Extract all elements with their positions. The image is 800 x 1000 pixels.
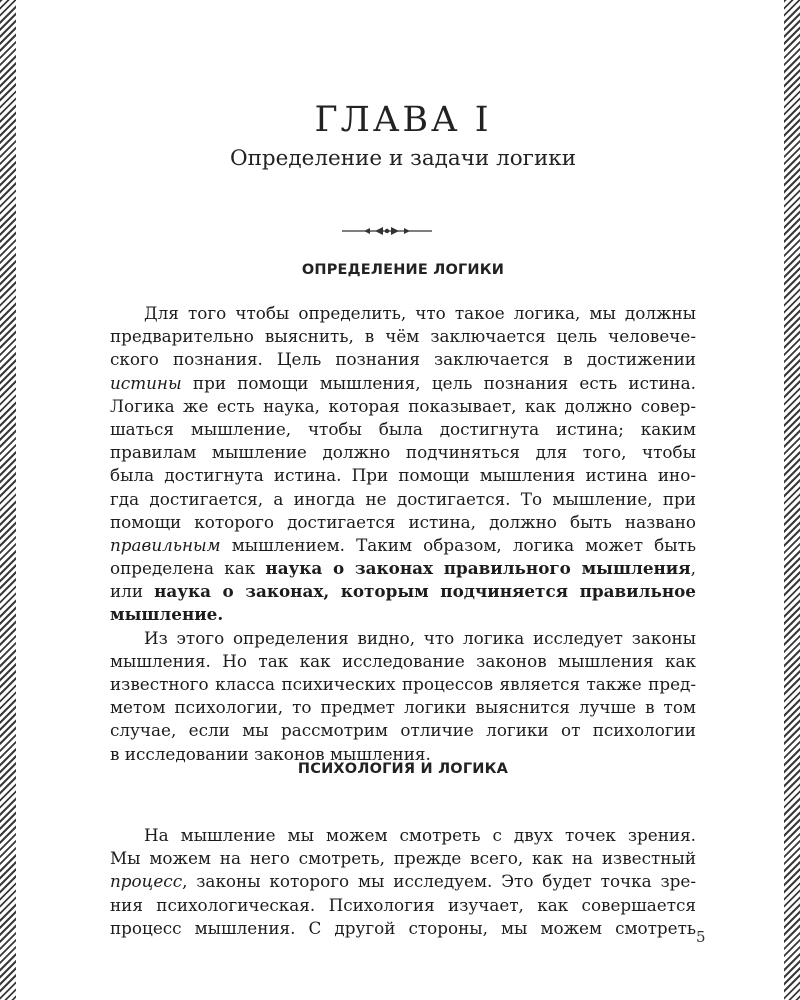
chapter-title: ГЛАВА I bbox=[314, 100, 492, 140]
italic-text: процесс bbox=[110, 871, 183, 892]
text-segment: гда достигается, а иногда не достигается. То мышление, при bbox=[110, 488, 696, 509]
text-segment: , bbox=[690, 558, 696, 579]
chapter-subtitle: Определение и задачи логики bbox=[229, 146, 577, 171]
text-segment: предварительно выяснить, в чём заключается цель человече- bbox=[110, 326, 696, 347]
text-segment: ского познания. Цель познания заключается в достижении bbox=[110, 349, 696, 370]
text-segment: шаться мышление, чтобы была достигнута истина; каким bbox=[110, 418, 696, 439]
text-segment: случае, если мы рассмотрим отличие логики от психологии bbox=[110, 720, 696, 741]
text-line bbox=[110, 534, 696, 557]
italic-text: правильным bbox=[110, 534, 221, 555]
text-segment: мышления. Но так как исследование законов мышления как bbox=[110, 650, 696, 671]
text-segment: Мы можем на него смотреть, прежде всего, как на известный bbox=[110, 848, 696, 869]
text-line bbox=[110, 372, 696, 395]
text-segment: Логика же есть наука, которая показывает, как должно совер- bbox=[110, 395, 696, 416]
text-line bbox=[110, 580, 696, 603]
text-line bbox=[110, 325, 696, 348]
text-segment: процесс мышления. С другой стороны, мы можем смотреть bbox=[110, 917, 696, 938]
text-line bbox=[110, 650, 696, 673]
paragraph-definition bbox=[110, 302, 696, 766]
text-line bbox=[110, 603, 696, 626]
text-line bbox=[110, 302, 696, 325]
text-segment: Из этого определения видно, что логика исследует законы bbox=[144, 627, 696, 648]
text-line bbox=[110, 511, 696, 534]
text-segment: в исследовании законов мышления. bbox=[110, 743, 431, 764]
ornament-divider-icon bbox=[342, 221, 432, 241]
section-heading-definition: ОПРЕДЕЛЕНИЕ ЛОГИКИ bbox=[301, 262, 505, 278]
text-line bbox=[110, 870, 696, 893]
bold-text: наука о законах правильного мышления bbox=[265, 558, 691, 579]
text-line bbox=[110, 441, 696, 464]
text-segment: Для того чтобы определить, что такое логика, мы должны bbox=[144, 303, 696, 323]
text-line bbox=[110, 847, 696, 870]
text-line bbox=[110, 719, 696, 742]
right-decorative-border bbox=[784, 0, 800, 1000]
text-segment: метом психологии, то предмет логики выяснится лучше в том bbox=[110, 697, 696, 718]
text-line bbox=[110, 824, 696, 847]
text-line bbox=[110, 917, 696, 940]
text-line bbox=[110, 464, 696, 487]
text-line bbox=[110, 673, 696, 696]
text-segment: помощи которого достигается истина, должно быть названо bbox=[110, 511, 696, 532]
text-line bbox=[110, 696, 696, 719]
text-segment: была достигнута истина. При помощи мышления истина ино- bbox=[110, 465, 696, 486]
text-line bbox=[110, 395, 696, 418]
text-segment: , законы которого мы исследуем. Это будет точка зре- bbox=[182, 871, 696, 892]
text-segment: при помощи мышления, цель познания есть истина. bbox=[181, 372, 696, 393]
text-segment: мышлением. Таким образом, логика может быть bbox=[220, 534, 696, 555]
text-segment: ния психологическая. Психология изучает, как совершается bbox=[110, 894, 696, 915]
bold-text: мышление. bbox=[110, 604, 224, 625]
text-line bbox=[110, 557, 696, 580]
text-segment: или bbox=[110, 581, 155, 602]
text-line bbox=[110, 894, 696, 917]
left-decorative-border bbox=[0, 0, 16, 1000]
text-line bbox=[110, 627, 696, 650]
text-line bbox=[110, 418, 696, 441]
italic-text: истины bbox=[110, 372, 182, 393]
bold-text: наука о законах, которым подчиняется правильное bbox=[154, 581, 696, 602]
page-number: 5 bbox=[696, 928, 706, 946]
text-segment: определена как bbox=[110, 558, 266, 579]
text-line bbox=[110, 488, 696, 511]
text-segment: На мышление мы можем смотреть с двух точек зрения. bbox=[144, 825, 696, 845]
section-heading-psychology: ПСИХОЛОГИЯ И ЛОГИКА bbox=[297, 761, 509, 777]
text-line bbox=[110, 348, 696, 371]
paragraph-psychology bbox=[110, 824, 696, 940]
text-segment: правилам мышление должно подчиняться для того, чтобы bbox=[110, 442, 696, 463]
text-segment: известного класса психических процессов является также пред- bbox=[110, 674, 696, 694]
